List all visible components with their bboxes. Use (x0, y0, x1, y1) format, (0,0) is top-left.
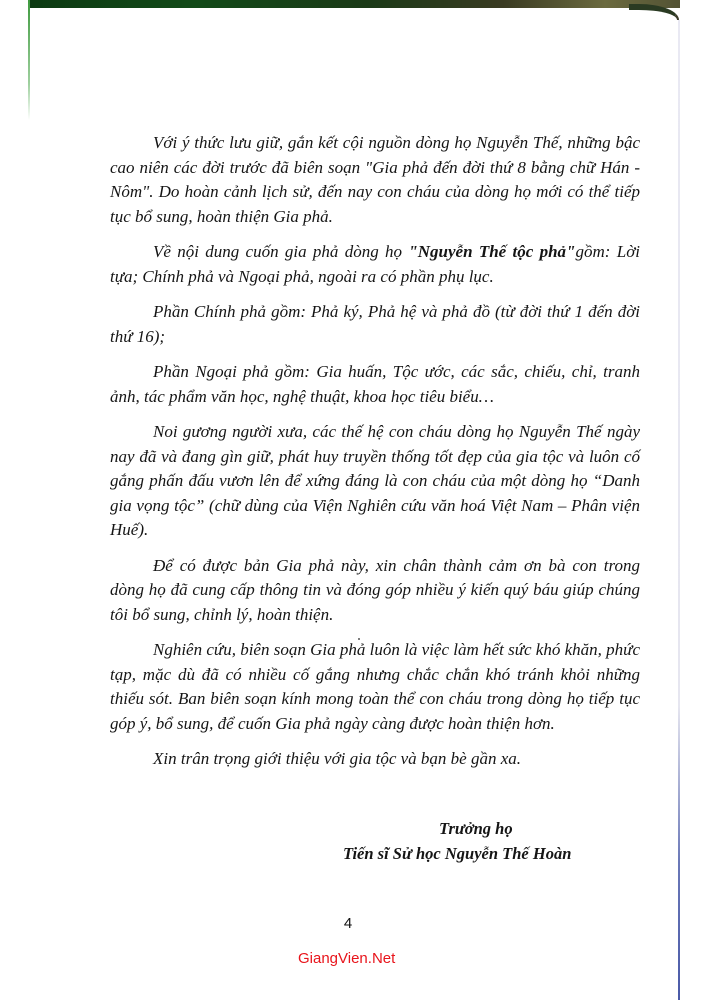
scan-top-border (28, 0, 707, 8)
contents-lead: Về nội dung cuốn gia phả dòng họ (153, 242, 409, 261)
signature-title: Trưởng họ (439, 819, 513, 838)
paragraph-contents (110, 240, 640, 289)
paragraph-feedback: Nghiên cứu, biên soạn Gia phả luôn là việc làm hết sức khó khăn, phức tạp, mặc dù đã có nhiều cố gắng nhưng chắc chắn khó tránh khỏi những thiếu sót. Ban biên soạn kính mong toàn thể con cháu trong dòng họ tiếp tục góp ý, bổ sung, để cuốn Gia phả ngày càng được hoàn thiện hơn. (110, 640, 640, 733)
book-title: "Nguyễn Thế tộc phả" (408, 242, 576, 261)
right-margin (680, 0, 707, 1000)
scan-left-edge (28, 0, 30, 120)
paragraph-tradition: Noi gương người xưa, các thế hệ con cháu dòng họ Nguyễn Thế ngày nay đã và đang gìn giữ, phát huy truyền thống tốt đẹp của gia tộc và luôn cố gắng phấn đấu vươn lên để xứng đáng là con cháu của một dòng họ “Danh gia vọng tộc” (chữ dùng của Viện Nghiên cứu văn hoá Việt Nam – Phân viện Huế). (110, 422, 640, 539)
paragraph-thanks: Để có được bản Gia phả này, xin chân thành cảm ơn bà con trong dòng họ đã cung cấp thông tin và đóng góp nhiều ý kiến quý báu giúp chúng tôi bổ sung, chỉnh lý, hoàn thiện. (110, 555, 640, 624)
paragraph-closing: Xin trân trọng giới thiệu với gia tộc và bạn bè gần xa. (153, 749, 522, 768)
signature-block (343, 816, 571, 866)
signature-name: Tiến sĩ Sử học Nguyễn Thế Hoàn (343, 844, 572, 863)
paragraph-intro: Với ý thức lưu giữ, gắn kết cội nguồn dòng họ Nguyễn Thế, những bậc cao niên các đời trước đã biên soạn "Gia phả đến đời thứ 8 bằng chữ Hán - Nôm". Do hoàn cảnh lịch sử, đến nay con cháu của dòng họ mới có thể tiếp tục bổ sung, hoàn thiện Gia phả. (110, 133, 640, 226)
paragraph-ngoai-pha: Phần Ngoại phả gồm: Gia huấn, Tộc ước, các sắc, chiếu, chỉ, tranh ảnh, tác phẩm văn học, nghệ thuật, khoa học tiêu biểu… (110, 362, 640, 406)
watermark-text: GiangVien.Net (298, 950, 396, 967)
document-body (110, 131, 640, 783)
paragraph-chinh-pha: Phần Chính phả gồm: Phả ký, Phả hệ và phả đồ (từ đời thứ 1 đến đời thứ 16); (110, 302, 640, 346)
page-number: 4 (343, 915, 353, 932)
scan-speck (358, 638, 360, 640)
contents-tail: gồm: Lời tựa; Chính phả và Ngoại phả, ngoài ra có phần phụ lục. (110, 242, 640, 286)
